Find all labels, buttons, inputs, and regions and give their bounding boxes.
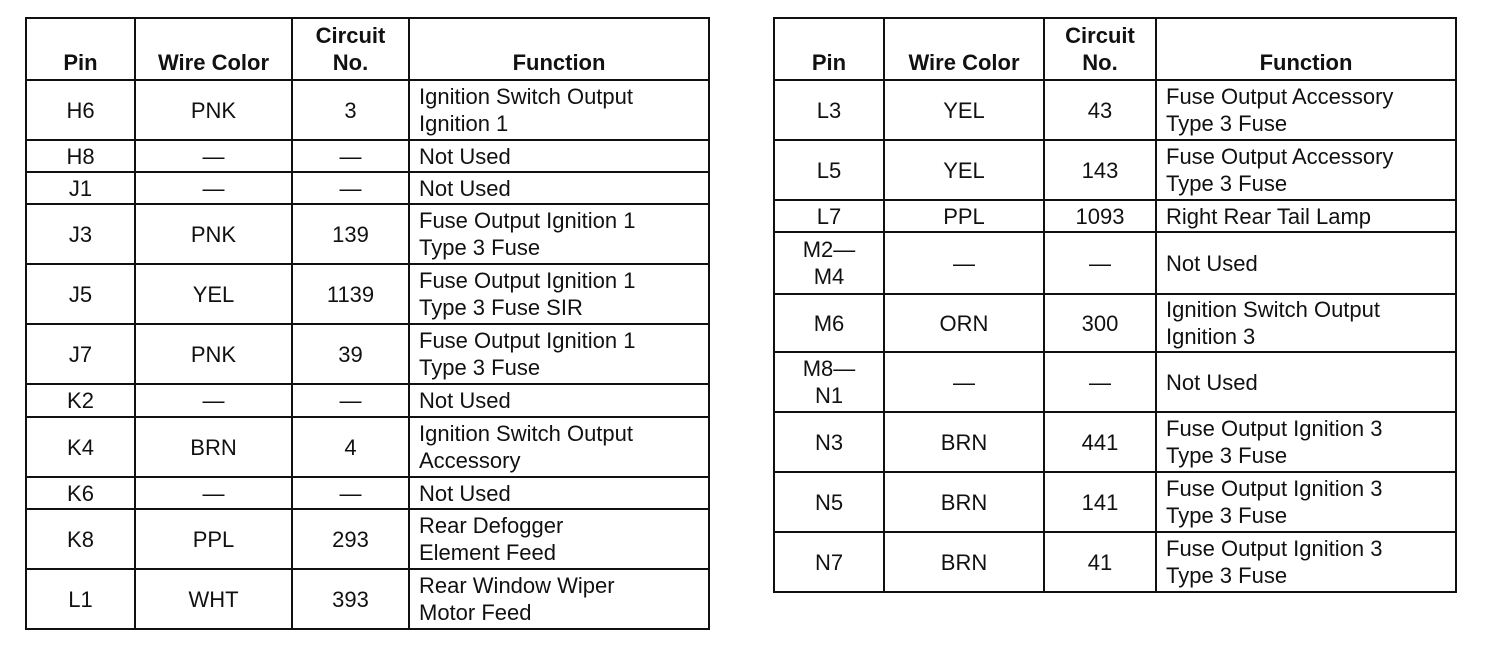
pin-cell: J1 — [26, 172, 135, 204]
table-row — [26, 140, 709, 172]
header-pin: Pin — [26, 18, 135, 80]
wire-color-cell: PPL — [135, 509, 292, 569]
table-row — [774, 200, 1456, 232]
header-function: Function — [1156, 18, 1456, 80]
circuit-cell: 441 — [1044, 412, 1156, 472]
table-row — [774, 80, 1456, 140]
wire-color-cell: PPL — [884, 200, 1044, 232]
circuit-cell: 139 — [292, 204, 409, 264]
pin-cell: H6 — [26, 80, 135, 140]
circuit-cell: 293 — [292, 509, 409, 569]
function-cell: Not Used — [409, 172, 709, 204]
table-row — [774, 140, 1456, 200]
function-cell: Not Used — [409, 140, 709, 172]
function-cell: Fuse Output Accessory Type 3 Fuse — [1156, 140, 1456, 200]
wire-color-cell: — — [135, 140, 292, 172]
table-row — [774, 412, 1456, 472]
header-wire-color: Wire Color — [884, 18, 1044, 80]
circuit-cell: — — [292, 140, 409, 172]
pin-cell: N7 — [774, 532, 884, 592]
header-wire-color: Wire Color — [135, 18, 292, 80]
function-cell: Not Used — [409, 384, 709, 417]
header-function: Function — [409, 18, 709, 80]
function-cell: Rear Defogger Element Feed — [409, 509, 709, 569]
header-circuit-no: Circuit No. — [1044, 18, 1156, 80]
header-circuit-no: Circuit No. — [292, 18, 409, 80]
wire-color-cell: YEL — [135, 264, 292, 324]
function-cell: Fuse Output Ignition 3 Type 3 Fuse — [1156, 532, 1456, 592]
table-row — [26, 204, 709, 264]
function-cell: Fuse Output Ignition 3 Type 3 Fuse — [1156, 412, 1456, 472]
wire-color-cell: — — [884, 232, 1044, 294]
wire-color-cell: — — [135, 172, 292, 204]
table-row — [774, 232, 1456, 294]
function-cell: Ignition Switch Output Ignition 3 — [1156, 294, 1456, 352]
circuit-cell: 1139 — [292, 264, 409, 324]
pin-cell: L5 — [774, 140, 884, 200]
pin-cell: L7 — [774, 200, 884, 232]
table-row — [26, 172, 709, 204]
function-cell: Not Used — [409, 477, 709, 509]
table-row — [26, 569, 709, 629]
circuit-cell: — — [1044, 232, 1156, 294]
function-cell: Not Used — [1156, 232, 1456, 294]
function-cell: Ignition Switch Output Ignition 1 — [409, 80, 709, 140]
table-row — [774, 352, 1456, 412]
circuit-cell: 1093 — [1044, 200, 1156, 232]
table-row — [774, 532, 1456, 592]
pin-cell: K4 — [26, 417, 135, 477]
pin-cell: L3 — [774, 80, 884, 140]
circuit-cell: 43 — [1044, 80, 1156, 140]
circuit-cell: — — [292, 172, 409, 204]
table-row — [26, 477, 709, 509]
pin-cell: J5 — [26, 264, 135, 324]
pin-cell: J3 — [26, 204, 135, 264]
table-row — [26, 417, 709, 477]
wire-color-cell: — — [135, 384, 292, 417]
circuit-cell: — — [292, 477, 409, 509]
wire-color-cell: BRN — [884, 532, 1044, 592]
pin-cell: M6 — [774, 294, 884, 352]
circuit-cell: 393 — [292, 569, 409, 629]
circuit-cell: 141 — [1044, 472, 1156, 532]
wire-color-cell: PNK — [135, 204, 292, 264]
circuit-cell: 39 — [292, 324, 409, 384]
table-row — [26, 264, 709, 324]
table-row — [774, 294, 1456, 352]
table-row — [26, 384, 709, 417]
function-cell: Fuse Output Ignition 1 Type 3 Fuse — [409, 324, 709, 384]
pin-cell: N5 — [774, 472, 884, 532]
pin-cell: M2— M4 — [774, 232, 884, 294]
circuit-cell: 300 — [1044, 294, 1156, 352]
wire-color-cell: — — [135, 477, 292, 509]
wire-color-cell: BRN — [884, 412, 1044, 472]
wire-color-cell: YEL — [884, 140, 1044, 200]
circuit-cell: 3 — [292, 80, 409, 140]
wire-color-cell: — — [884, 352, 1044, 412]
function-cell: Right Rear Tail Lamp — [1156, 200, 1456, 232]
table-row — [26, 324, 709, 384]
wire-color-cell: YEL — [884, 80, 1044, 140]
pin-cell: K8 — [26, 509, 135, 569]
pin-cell: K2 — [26, 384, 135, 417]
function-cell: Not Used — [1156, 352, 1456, 412]
function-cell: Fuse Output Accessory Type 3 Fuse — [1156, 80, 1456, 140]
circuit-cell: 41 — [1044, 532, 1156, 592]
table-row — [26, 80, 709, 140]
wire-color-cell: ORN — [884, 294, 1044, 352]
circuit-cell: 4 — [292, 417, 409, 477]
wire-color-cell: PNK — [135, 324, 292, 384]
pin-cell: L1 — [26, 569, 135, 629]
pin-table-left — [25, 17, 710, 630]
pin-cell: H8 — [26, 140, 135, 172]
wire-color-cell: BRN — [135, 417, 292, 477]
table-row — [774, 472, 1456, 532]
circuit-cell: 143 — [1044, 140, 1156, 200]
circuit-cell: — — [1044, 352, 1156, 412]
table-row — [26, 509, 709, 569]
function-cell: Rear Window Wiper Motor Feed — [409, 569, 709, 629]
function-cell: Fuse Output Ignition 1 Type 3 Fuse SIR — [409, 264, 709, 324]
function-cell: Fuse Output Ignition 1 Type 3 Fuse — [409, 204, 709, 264]
wire-color-cell: BRN — [884, 472, 1044, 532]
pin-table-right — [773, 17, 1457, 593]
pin-cell: J7 — [26, 324, 135, 384]
wire-color-cell: WHT — [135, 569, 292, 629]
header-row — [774, 18, 1456, 80]
header-row — [26, 18, 709, 80]
function-cell: Ignition Switch Output Accessory — [409, 417, 709, 477]
header-pin: Pin — [774, 18, 884, 80]
pin-cell: N3 — [774, 412, 884, 472]
circuit-cell: — — [292, 384, 409, 417]
pin-cell: M8— N1 — [774, 352, 884, 412]
pin-cell: K6 — [26, 477, 135, 509]
wire-color-cell: PNK — [135, 80, 292, 140]
function-cell: Fuse Output Ignition 3 Type 3 Fuse — [1156, 472, 1456, 532]
